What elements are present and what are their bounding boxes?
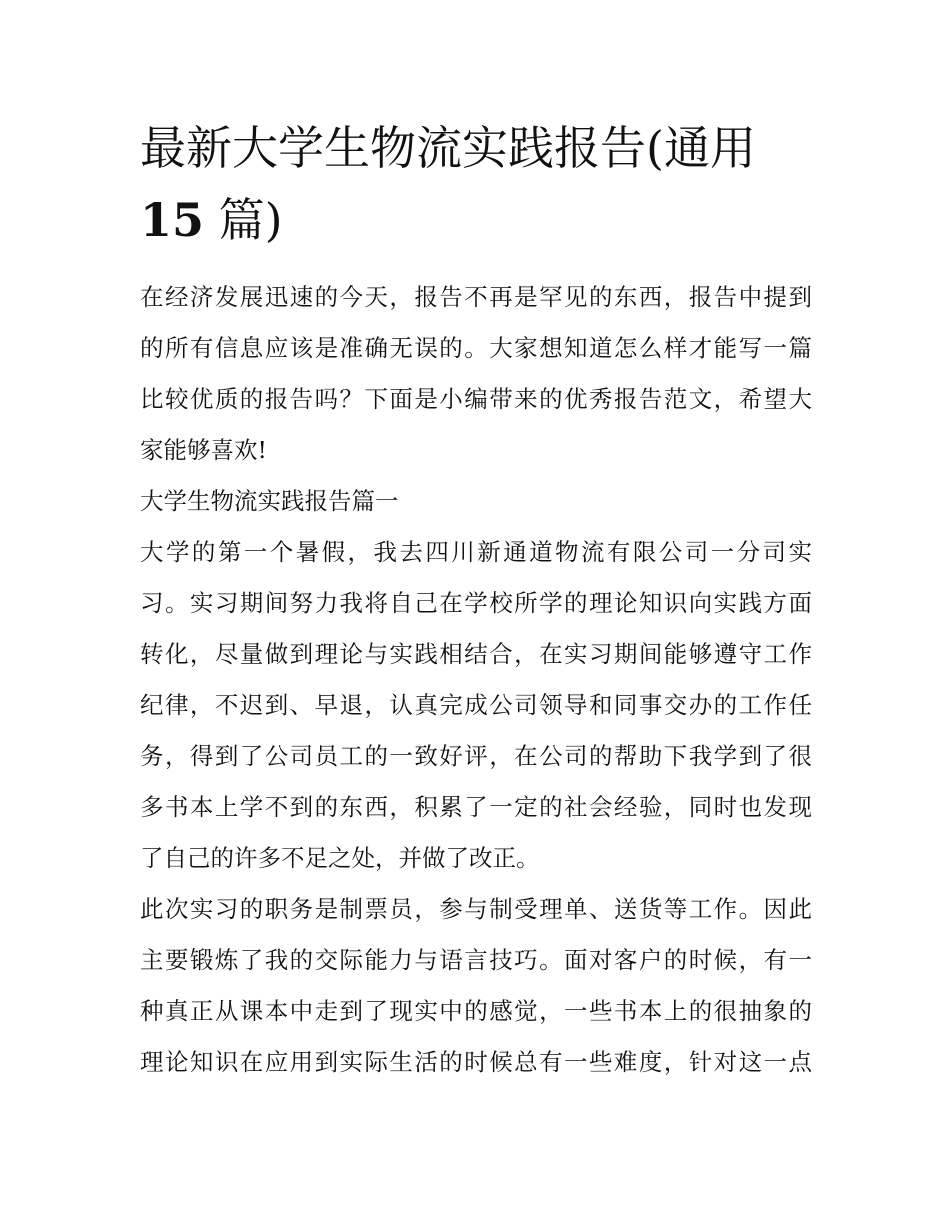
document-content [140,112,812,1088]
paragraph-2 [140,884,812,1088]
title-count: 15 [140,193,205,247]
paragraph-line: 大学的第一个暑假，我去四川新通道物流有限公司一分司实 [140,538,812,566]
intro-paragraph [140,272,812,476]
paragraph-1 [140,527,812,884]
intro-line: 在经济发展迅速的今天，报告不再是罕见的东西，报告中提到 [140,283,812,311]
document-body [140,272,812,1088]
title-suffix: 篇) [204,193,283,247]
paragraph-line: 务，得到了公司员工的一致好评，在公司的帮助下我学到了很 [140,742,812,770]
paragraph-line: 了自己的许多不足之处，并做了改正。 [140,844,540,872]
paragraph-line: 种真正从课本中走到了现实中的感觉，一些书本上的很抽象的 [140,997,812,1025]
intro-line: 的所有信息应该是准确无误的。大家想知道怎么样才能写一篇 [140,334,812,362]
paragraph-line: 多书本上学不到的东西，积累了一定的社会经验，同时也发现 [140,793,812,821]
paragraph-line: 转化，尽量做到理论与实践相结合，在实习期间能够遵守工作 [140,640,812,668]
document-title [140,112,812,256]
paragraph-line: 主要锻炼了我的交际能力与语言技巧。面对客户的时候，有一 [140,946,812,974]
section-heading: 大学生物流实践报告篇一 [140,487,399,515]
title-line-2 [140,184,812,256]
title-line-1: 最新大学生物流实践报告(通用 [140,121,756,175]
paragraph-line: 纪律，不迟到、早退，认真完成公司领导和同事交办的工作任 [140,691,812,719]
intro-line: 比较优质的报告吗？下面是小编带来的优秀报告范文，希望大 [140,385,812,413]
intro-line: 家能够喜欢! [140,436,267,464]
paragraph-line: 理论知识在应用到实际生活的时候总有一些难度，针对这一点 [140,1048,812,1076]
paragraph-line: 此次实习的职务是制票员，参与制受理单、送货等工作。因此 [140,895,812,923]
paragraph-line: 习。实习期间努力我将自己在学校所学的理论知识向实践方面 [140,589,812,617]
